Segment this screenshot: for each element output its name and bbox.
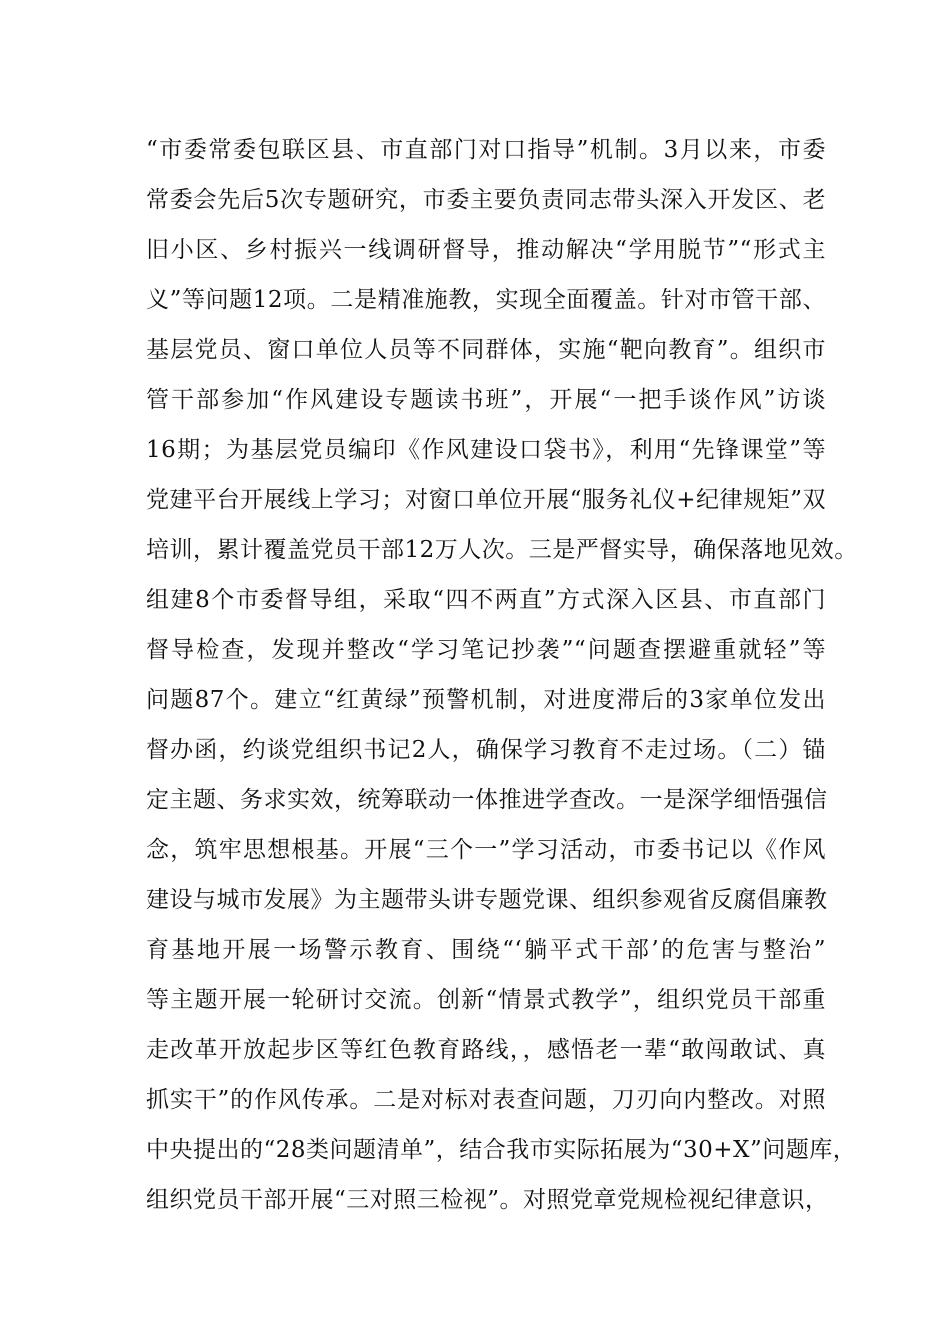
text-line: 常委会先后5次专题研究，市委主要负责同志带头深入开发区、老 [146,187,826,213]
text-line: 义”等问题12项。二是精准施教，实现全面覆盖。针对市管干部、 [146,287,826,313]
text-line: 问题87个。建立“红黄绿”预警机制，对进度滞后的3家单位发出 [146,687,826,713]
text-line: 党建平台开展线上学习；对窗口单位开展“服务礼仪+纪律规矩”双 [146,487,826,513]
text-line: 念，筑牢思想根基。开展“三个一”学习活动，市委书记以《作风 [146,837,826,863]
text-line: 组织党员干部开展“三对照三检视”。对照党章党规检视纪律意识， [146,1187,829,1213]
text-line: “市委常委包联区县、市直部门对口指导”机制。3月以来，市委 [146,137,826,163]
text-line: 基层党员、窗口单位人员等不同群体，实施“靶向教育”。组织市 [146,337,826,363]
text-line: 组建8个市委督导组，采取“四不两直”方式深入区县、市直部门 [146,587,826,613]
text-line: 旧小区、乡村振兴一线调研督导，推动解决“学用脱节”“形式主 [146,237,826,263]
text-line: 定主题、务求实效，统筹联动一体推进学查改。一是深学细悟强信 [146,787,828,813]
text-line: 中央提出的“28类问题清单”，结合我市实际拓展为“30+X”问题库， [146,1137,857,1163]
text-line: 走改革开放起步区等红色教育路线，，感悟老一辈“敢闯敢试、真 [146,1037,826,1063]
text-line: 育基地开展一场警示教育、围绕“‘躺平式干部’的危害与整治” [146,937,826,963]
text-line: 督导检查，发现并整改“学习笔记抄袭”“问题查摆避重就轻”等 [146,637,826,663]
text-line: 管干部参加“作风建设专题读书班”，开展“一把手谈作风”访谈 [146,387,826,413]
text-line: 建设与城市发展》为主题带头讲专题党课、组织参观省反腐倡廉教 [146,887,828,913]
text-line: 16期；为基层党员编印《作风建设口袋书》，利用“先锋课堂”等 [146,437,826,463]
text-line: 等主题开展一轮研讨交流。创新“情景式教学”，组织党员干部重 [146,987,826,1013]
text-line: 督办函，约谈党组织书记2人，确保学习教育不走过场。（二）锚 [146,737,826,763]
text-line: 培训，累计覆盖党员干部12万人次。三是严督实导，确保落地见效。 [146,537,858,563]
text-line: 抓实干”的作风传承。二是对标对表查问题，刀刃向内整改。对照 [146,1087,826,1113]
